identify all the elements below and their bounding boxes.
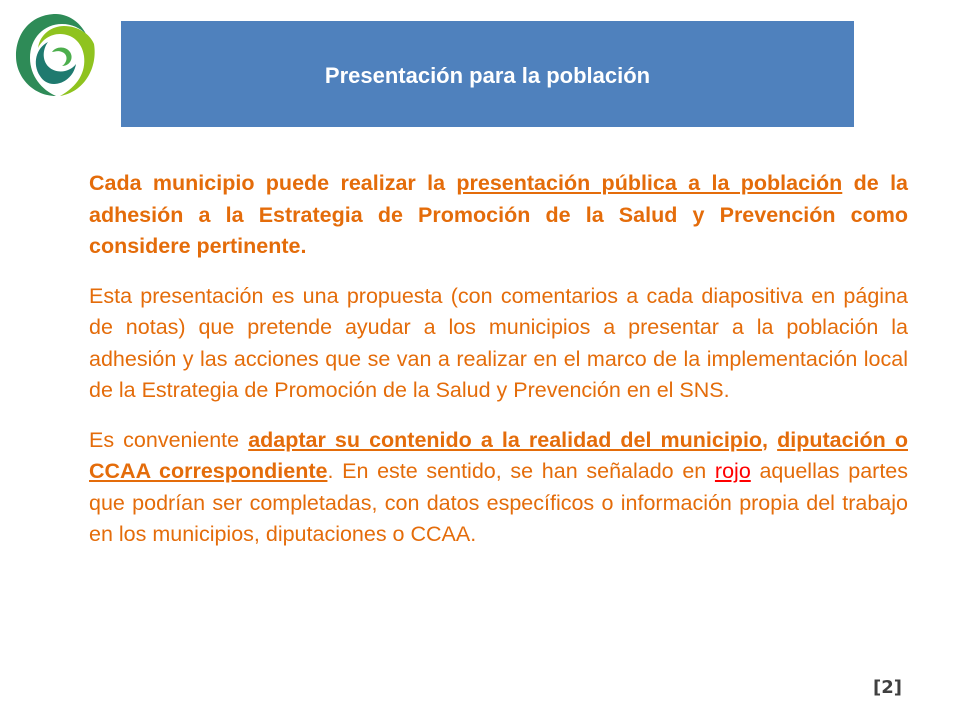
paragraph-1 <box>89 168 908 263</box>
slide-body <box>89 168 908 569</box>
p3-bold-underlined-1: adaptar su contenido a la realidad del municipio <box>248 427 763 452</box>
slide-title: Presentación para la población <box>324 63 651 88</box>
p1-underlined-text: presentación pública a la población <box>456 171 843 195</box>
logo-swirl-icon <box>6 6 106 106</box>
paragraph-3 <box>89 425 908 551</box>
p1-text-after: de la adhesión a la Estrategia de Promoción de la Salud y Prevención como considere pertinente. <box>89 171 908 258</box>
p3-space <box>768 428 777 452</box>
p3-comma: , <box>762 427 769 452</box>
p3-bold-underlined-2: diputación o CCAA correspondiente <box>89 427 908 483</box>
p3-red-word: rojo <box>714 459 751 483</box>
p3-text-middle: . En este sentido, se han señalado en <box>327 459 715 483</box>
paragraph-2: Esta presentación es una propuesta (con comentarios a cada diapositiva en página de notas) que pretende ayudar a los municipios a presentar a la población la adhesión y las acciones que se van a realizar en el marco de la implementación local de la Estrategia de Promoción de la Salud y Prevención en el SNS. <box>89 283 908 402</box>
p1-text-before: Cada municipio puede realizar la <box>89 171 457 195</box>
p3-text-after: aquellas partes que podrían ser completadas, con datos específicos o información propia del trabajo en los municipios, diputaciones o CCAA. <box>89 459 908 546</box>
page-number: [2] <box>873 677 902 698</box>
p3-text-before: Es conveniente <box>89 427 249 452</box>
title-banner <box>121 21 854 127</box>
